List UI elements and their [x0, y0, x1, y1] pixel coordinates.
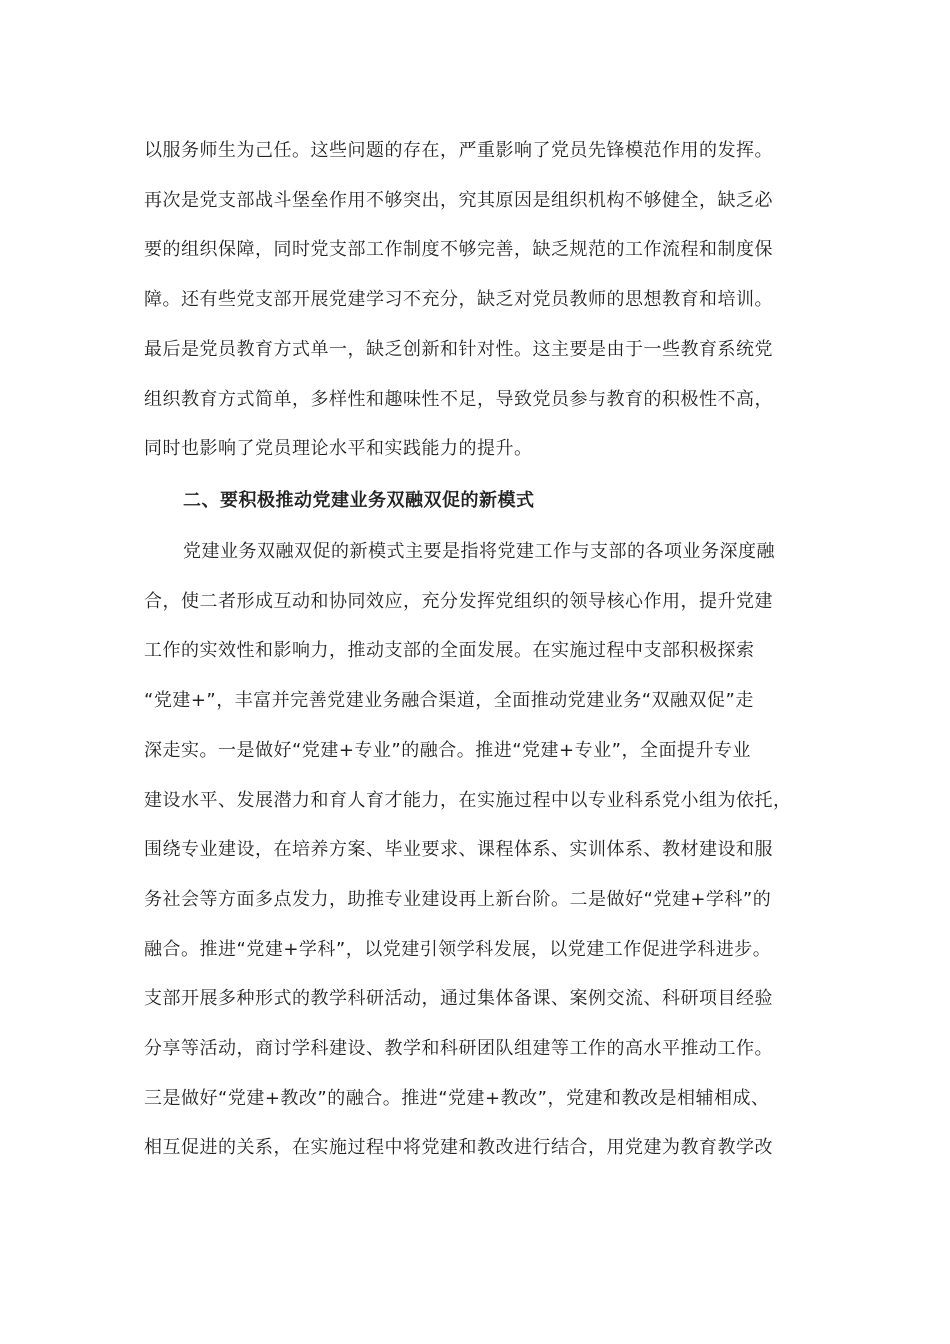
paragraph-line: “党建+”，丰富并完善党建业务融合渠道，全面推动党建业务“双融双促”走 [144, 690, 754, 711]
paragraph-line: 合，使二者形成互动和协同效应，充分发挥党组织的领导核心作用，提升党建 [144, 591, 773, 612]
section-heading: 二、要积极推动党建业务双融双促的新模式 [183, 490, 535, 511]
paragraph-line: 要的组织保障，同时党支部工作制度不够完善，缺乏规范的工作流程和制度保 [144, 239, 773, 260]
paragraph-line: 同时也影响了党员理论水平和实践能力的提升。 [144, 438, 533, 459]
paragraph-line: 相互促进的关系，在实施过程中将党建和教改进行结合，用党建为教育教学改 [144, 1137, 773, 1158]
paragraph-line: 建设水平、发展潜力和育人育才能力，在实施过程中以专业科系党小组为依托， [144, 790, 792, 811]
paragraph-line: 务社会等方面多点发力，助推专业建设再上新台阶。二是做好“党建+学科”的 [144, 889, 772, 910]
paragraph-line: 工作的实效性和影响力，推动支部的全面发展。在实施过程中支部积极探索 [144, 640, 755, 661]
paragraph-line: 围绕专业建设，在培养方案、毕业要求、课程体系、实训体系、教材建设和服 [144, 839, 773, 860]
paragraph-line: 再次是党支部战斗堡垒作用不够突出，究其原因是组织机构不够健全，缺乏必 [144, 190, 773, 211]
paragraph-line: 组织教育方式简单，多样性和趣味性不足，导致党员参与教育的积极性不高， [144, 389, 773, 410]
paragraph-line: 最后是党员教育方式单一，缺乏创新和针对性。这主要是由于一些教育系统党 [144, 339, 773, 360]
paragraph-line: 支部开展多种形式的教学科研活动，通过集体备课、案例交流、科研项目经验 [144, 988, 773, 1009]
paragraph-line: 分享等活动，商讨学科建设、教学和科研团队组建等工作的高水平推动工作。 [144, 1038, 773, 1059]
paragraph-line: 融合。推进“党建+学科”，以党建引领学科发展，以党建工作促进学科进步。 [144, 939, 772, 960]
paragraph-line: 三是做好“党建+教改”的融合。推进“党建+教改”，党建和教改是相辅相成、 [144, 1088, 770, 1109]
paragraph-line: 以服务师生为己任。这些问题的存在，严重影响了党员先锋模范作用的发挥。 [144, 140, 773, 161]
paragraph-line: 障。还有些党支部开展党建学习不充分，缺乏对党员教师的思想教育和培训。 [144, 289, 773, 310]
paragraph-line: 深走实。一是做好“党建+专业”的融合。推进“党建+专业”，全面提升专业 [144, 740, 751, 761]
paragraph-line: 党建业务双融双促的新模式主要是指将党建工作与支部的各项业务深度融 [183, 541, 775, 562]
